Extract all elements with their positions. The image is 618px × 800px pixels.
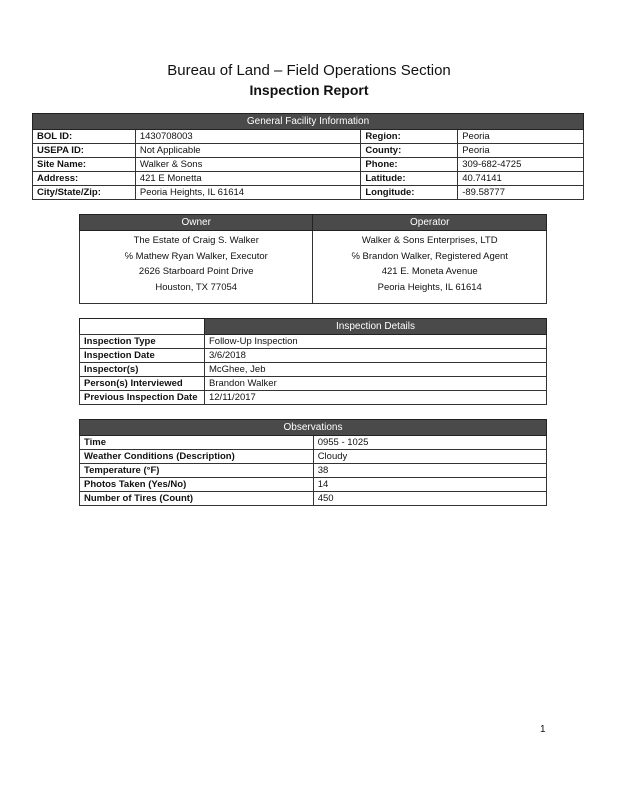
operator-line: Walker & Sons Enterprises, LTD	[361, 235, 498, 246]
inspection-header-spacer	[80, 319, 205, 335]
usepa-id-label: USEPA ID:	[33, 144, 136, 158]
address-value: 421 E Monetta	[135, 172, 361, 186]
bol-id-value: 1430708003	[135, 130, 361, 144]
time-value: 0955 - 1025	[313, 436, 546, 450]
report-subtitle: Inspection Report	[249, 82, 369, 98]
persons-interviewed-label: Person(s) Interviewed	[80, 377, 205, 391]
owner-line: 2626 Starboard Point Drive	[138, 266, 254, 277]
photos-taken-label: Photos Taken (Yes/No)	[80, 478, 314, 492]
city-state-zip-value: Peoria Heights, IL 61614	[135, 186, 361, 200]
longitude-value: -89.58777	[458, 186, 584, 200]
table-row	[80, 450, 547, 464]
general-facility-table	[32, 113, 584, 200]
table-row	[33, 172, 584, 186]
usepa-id-value: Not Applicable	[135, 144, 361, 158]
table-row	[33, 130, 584, 144]
photos-taken-value: 14	[313, 478, 546, 492]
observations-heading: Observations	[80, 420, 547, 436]
owner-heading: Owner	[80, 215, 313, 231]
time-label: Time	[80, 436, 314, 450]
table-row	[80, 492, 547, 506]
inspection-details-table	[79, 318, 547, 405]
table-row	[80, 391, 547, 405]
operator-line: ℅ Brandon Walker, Registered Agent	[351, 250, 508, 262]
number-of-tires-label: Number of Tires (Count)	[80, 492, 314, 506]
page-number: 1	[540, 724, 546, 735]
report-title: Bureau of Land – Field Operations Section	[167, 62, 451, 79]
latitude-label: Latitude:	[361, 172, 458, 186]
phone-value: 309-682-4725	[458, 158, 584, 172]
previous-inspection-date-value: 12/11/2017	[204, 391, 546, 405]
longitude-label: Longitude:	[361, 186, 458, 200]
owner-line: The Estate of Craig S. Walker	[133, 235, 259, 246]
weather-label: Weather Conditions (Description)	[80, 450, 314, 464]
table-row	[33, 144, 584, 158]
site-name-label: Site Name:	[33, 158, 136, 172]
temperature-label: Temperature (°F)	[80, 464, 314, 478]
inspection-type-value: Follow-Up Inspection	[204, 335, 546, 349]
inspection-details-heading: Inspection Details	[204, 319, 546, 335]
region-value: Peoria	[458, 130, 584, 144]
table-row	[33, 158, 584, 172]
table-row	[80, 436, 547, 450]
owner-line: ℅ Mathew Ryan Walker, Executor	[124, 250, 268, 262]
table-row	[80, 363, 547, 377]
temperature-value: 38	[313, 464, 546, 478]
inspection-date-value: 3/6/2018	[204, 349, 546, 363]
region-label: Region:	[361, 130, 458, 144]
table-row	[80, 349, 547, 363]
owner-address	[80, 231, 313, 304]
owner-operator-table	[79, 214, 547, 304]
inspection-date-label: Inspection Date	[80, 349, 205, 363]
table-row	[80, 464, 547, 478]
site-name-value: Walker & Sons	[135, 158, 361, 172]
operator-address	[313, 231, 547, 304]
phone-label: Phone:	[361, 158, 458, 172]
county-value: Peoria	[458, 144, 584, 158]
general-facility-heading: General Facility Information	[33, 114, 584, 130]
operator-line: Peoria Heights, IL 61614	[377, 281, 482, 293]
table-row	[80, 377, 547, 391]
table-row	[33, 186, 584, 200]
inspector-value: McGhee, Jeb	[204, 363, 546, 377]
latitude-value: 40.74141	[458, 172, 584, 186]
weather-value: Cloudy	[313, 450, 546, 464]
table-row	[80, 335, 547, 349]
inspection-type-label: Inspection Type	[80, 335, 205, 349]
city-state-zip-label: City/State/Zip:	[33, 186, 136, 200]
owner-line: Houston, TX 77054	[155, 281, 238, 293]
county-label: County:	[361, 144, 458, 158]
observations-table	[79, 419, 547, 506]
operator-line: 421 E. Moneta Avenue	[381, 266, 478, 277]
address-label: Address:	[33, 172, 136, 186]
inspector-label: Inspector(s)	[80, 363, 205, 377]
bol-id-label: BOL ID:	[33, 130, 136, 144]
persons-interviewed-value: Brandon Walker	[204, 377, 546, 391]
operator-heading: Operator	[313, 215, 547, 231]
previous-inspection-date-label: Previous Inspection Date	[80, 391, 205, 405]
number-of-tires-value: 450	[313, 492, 546, 506]
table-row	[80, 478, 547, 492]
